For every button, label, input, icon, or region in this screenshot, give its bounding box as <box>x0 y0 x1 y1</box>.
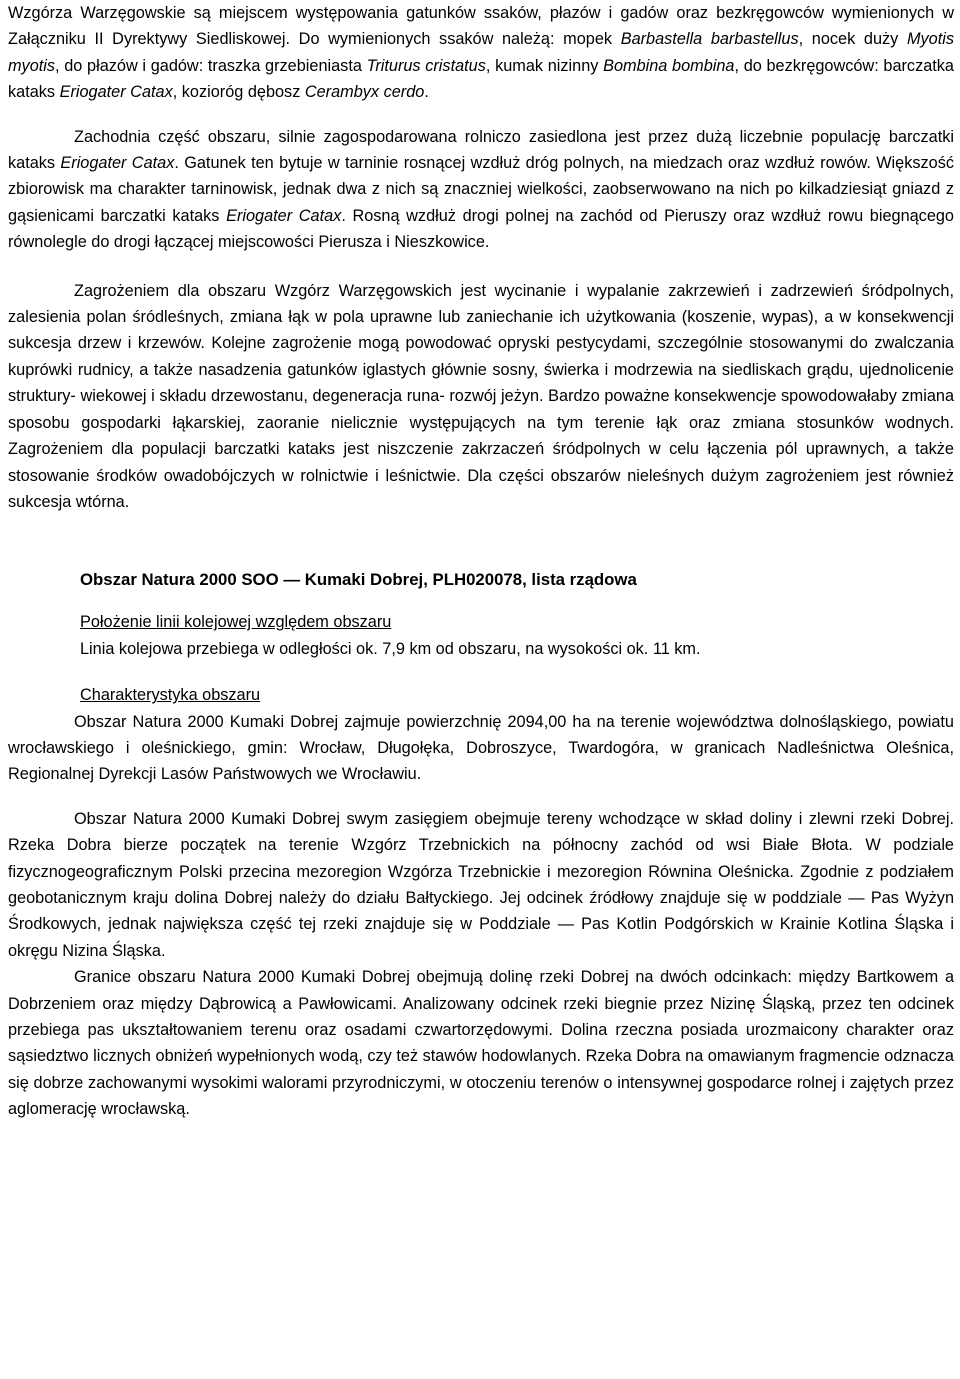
text-segment: . Gatunek ten bytuje w tarninie rosnącej wzdłuż dróg polnych, na miedzach oraz wzdłuż rowów. Większość zbiorowisk ma charakter tarninowisk, jednak dwa z nich są znaczniej wielkości, zaobserwowano na nich po kilkadziesiąt gniazd z gąsienicami barczatki kataks <box>8 154 954 225</box>
paragraph-area-size: Obszar Natura 2000 Kumaki Dobrej zajmuje powierzchnię 2094,00 ha na terenie województwa dolnośląskiego, powiatu wrocławskiego i oleśnickiego, gmin: Wrocław, Długołęka, Dobroszyce, Twardogóra, w granicach Nadleśnictwa Oleśnica, Regionalnej Dyrekcji Lasów Państwowych we Wrocławiu. <box>8 712 954 784</box>
species-name: Bombina bombina <box>603 56 735 75</box>
paragraph-area-boundaries: Granice obszaru Natura 2000 Kumaki Dobrej obejmują dolinę rzeki Dobrej na dwóch odcinkach: między Bartkowem a Dobrzeniem oraz między Dąbrowicą a Pawłowicami. Analizowany odcinek rzeki biegnie przez Nizinę Śląską, przez ten odcinek przebiega pas ukształtowaniem terenu oraz osadami czwartorzędowymi. Dolina rzeczna posiada urozmaicony charakter oraz sąsiedztwo licznych obniżeń wypełnionych wodą, czy też stawów hodowlanych. Rzeka Dobra na omawianym fragmencie odznacza się dobrze zachowanymi wysokimi walorami przyrodniczymi, w otoczeniu terenów o intensywnej gospodarce rolnej i zajętych przez aglomerację wrocławską. <box>8 968 954 1119</box>
text-segment: . <box>424 83 429 102</box>
paragraph-threats <box>8 278 954 516</box>
text-segment: Wzgórza Warzęgowskie są miejscem występowania gatunków ssaków, płazów i gadów oraz bezkręgowców wymienionych w Załączniku II Dyrektywy Siedliskowej. Do wymienionych ssaków należą: mopek <box>8 4 954 49</box>
text-segment: , kumak nizinny <box>485 56 604 75</box>
species-name: Barbastella barbastellus <box>620 30 799 49</box>
subheading-railway-position: Położenie linii kolejowej względem obszaru <box>80 613 392 632</box>
paragraph-species <box>8 0 954 106</box>
text-segment: , do płazów i gadów: traszka grzebieniasta <box>55 56 367 75</box>
species-name: Eriogater Catax <box>60 154 175 173</box>
text-segment: , kozioróg dębosz <box>172 83 305 102</box>
paragraph-west-part <box>8 124 954 256</box>
paragraph-area-extent: Obszar Natura 2000 Kumaki Dobrej swym zasięgiem obejmuje tereny wchodzące w skład doliny i zlewni rzeki Dobrej. Rzeka Dobra bierze początek na terenie Wzgórz Trzebnickich na północny zachód od wsi Białe Błota. W podziale fizycznogeograficznym Polski przecina mezoregion Wzgórza Trzebnickie i mezoregion Równina Oleśnicka. Zgodnie z podziałem geobotanicznym kraju dolina Dobrej należy do działu Bałtyckiego. Jej odcinek źródłowy znajduje się w poddziale — Pas Wyżyn Środkowych, jednak największa część tej rzeki znajduje się w Poddziale — Pas Kotlin Podgórskich w Krainie Kotlina Śląska i okręgu Nizina Śląska. <box>8 809 954 960</box>
species-name: Myotis myotis <box>8 30 954 75</box>
species-name: Eriogater Catax <box>59 83 173 102</box>
species-name: Cerambyx cerdo <box>304 83 425 102</box>
section-heading: Obszar Natura 2000 SOO — Kumaki Dobrej, PLH020078, lista rządowa <box>80 570 637 590</box>
document-page <box>8 0 954 1123</box>
text-segment: , do bezkręgowców: barczatka kataks <box>8 56 954 102</box>
text-segment: Zagrożeniem dla obszaru Wzgórz Warzęgowskich jest wycinanie i wypalanie zakrzewień i zadrzewień śródpolnych, zalesienia polan śródleśnych, zmiana łąk w pola uprawne lub zaniechanie ich użytkowania (koszenie, wypas), a w konsekwencji sukcesja drzew i krzewów. Kolejne zagrożenie mogą powodować opryski pestycydami, szczególnie stosowanymi do zwalczania kuprówki rudnicy, a także nasadzenia gatunków iglastych głównie sosny, świerka i modrzewia na siedliskach grądu, ujednolicenie struktury- wiekowej i składu drzewostanu, degeneracja runa- rozwój jeżyn. Bardzo poważne konsekwencje spowodowałaby zmiana sposobu gospodarki łąkarskiej, zaoranie nielicznie występujących na tym terenie łąk oraz zmiana stosunków wodnych. Zagrożeniem dla populacji barczatki kataks jest niszczenie zakrzaczeń śródpolnych w celu łączenia pól uprawnych, a także stosowanie środków owadobójczych w rolnictwie i leśnictwie. Dla części obszarów nieleśnych dużym zagrożeniem jest również sukcesja wtórna. <box>8 281 954 511</box>
text-segment: Zachodnia część obszaru, silnie zagospodarowana rolniczo zasiedlona jest przez dużą liczebnie populację barczatki kataks <box>8 127 954 173</box>
text-segment: . Rosną wzdłuż drogi polnej na zachód od Pieruszy oraz wzdłuż rowu biegnącego równolegle do drogi łączącej miejscowości Pierusza i Nieszkowice. <box>8 206 954 252</box>
species-name: Eriogater Catax <box>226 206 342 225</box>
species-name: Triturus cristatus <box>366 56 486 75</box>
railway-distance-line: Linia kolejowa przebiega w odległości ok. 7,9 km od obszaru, na wysokości ok. 11 km. <box>80 639 701 658</box>
text-segment: , nocek duży <box>798 30 907 49</box>
subheading-area-characteristics: Charakterystyka obszaru <box>80 686 261 705</box>
